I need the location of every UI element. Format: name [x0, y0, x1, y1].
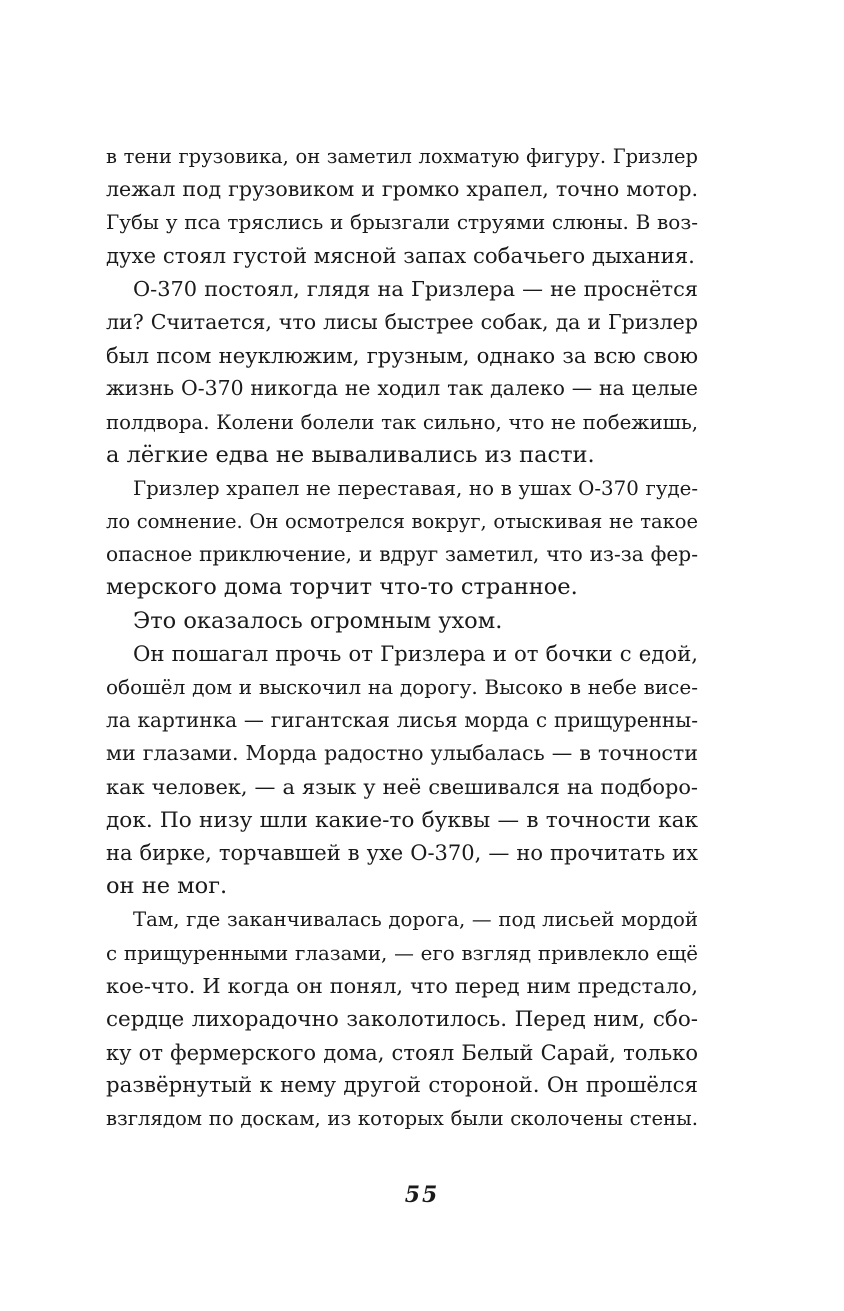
- text-line: в тени грузовика, он заметил лохматую фигуру. Гризлер: [106, 145, 698, 168]
- text-line: ли? Считается, что лисы быстрее собак, да и Гризлер: [106, 309, 698, 334]
- text-line: на бирке, торчавшей в ухе О-370, — но прочитать их: [106, 840, 698, 865]
- text-line: лежал под грузовиком и громко храпел, точно мотор.: [106, 177, 698, 202]
- text-line: как человек, — а язык у неё свешивался на подборо-: [106, 774, 698, 799]
- text-line: Губы у пса тряслись и брызгали струями слюны. В воз-: [106, 210, 698, 235]
- text-line: Он пошагал прочь от Гризлера и от бочки с едой,: [133, 641, 698, 667]
- text-line: Это оказалось огромным ухом.: [133, 607, 503, 634]
- text-line: духе стоял густой мясной запах собачьего дыхания.: [106, 243, 695, 269]
- text-line: ку от фермерского дома, стоял Белый Сарай, только: [106, 1040, 698, 1066]
- text-line: он не мог.: [106, 873, 228, 900]
- text-line: ми глазами. Морда радостно улыбалась — в точности: [106, 741, 698, 766]
- text-line: ло сомнение. Он осмотрелся вокруг, отыскивая не такое: [106, 510, 698, 534]
- text-line: ла картинка — гигантская лисья морда с прищуренны-: [106, 708, 698, 733]
- text-line: обошёл дом и выскочил на дорогу. Высоко в небе висе-: [106, 675, 698, 699]
- text-line: сердце лихорадочно заколотилось. Перед ним, сбо-: [106, 1006, 698, 1032]
- text-line: взглядом по доскам, из которых были сколочены стены.: [106, 1107, 698, 1131]
- text-line: док. По низу шли какие-то буквы — в точности как: [106, 807, 698, 833]
- text-line: а лёгкие едва не вываливались из пасти.: [106, 441, 595, 468]
- page-number: 55: [404, 1182, 440, 1208]
- body-text: [106, 140, 698, 1136]
- text-line: Там, где заканчивалась дорога, — под лисьей мордой: [133, 908, 698, 932]
- text-line: полдвора. Колени болели так сильно, что не побежишь,: [106, 410, 698, 434]
- text-line: кое-что. И когда он понял, что перед ним предстало,: [106, 973, 698, 998]
- text-line: был псом неуклюжим, грузным, однако за всю свою: [106, 343, 698, 369]
- text-line: с прищуренными глазами, — его взгляд привлекло ещё: [106, 941, 698, 965]
- text-line: опасное приключение, и вдруг заметил, что из-за фер-: [106, 542, 698, 567]
- text-line: Гризлер храпел не переставая, но в ушах О-370 гуде-: [133, 476, 698, 500]
- text-line: развёрнутый к нему другой стороной. Он прошёлся: [106, 1073, 698, 1099]
- text-line: жизнь О-370 никогда не ходил так далеко — на целые: [106, 376, 698, 401]
- text-line: мерского дома торчит что-то странное.: [106, 574, 578, 601]
- text-line: О-370 постоял, глядя на Гризлера — не проснётся: [133, 276, 698, 301]
